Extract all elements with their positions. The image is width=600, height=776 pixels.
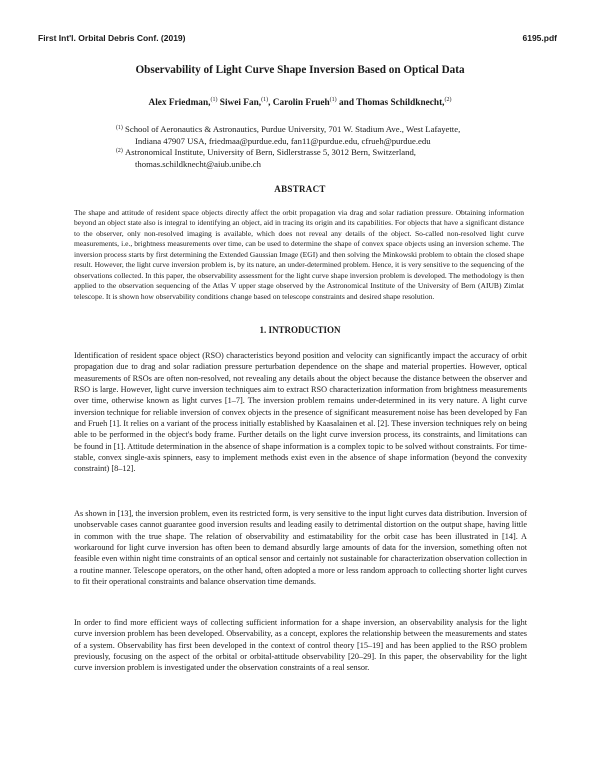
abstract-heading: ABSTRACT — [274, 184, 326, 194]
author-affiliation-mark: (1) — [329, 97, 337, 103]
body-paragraph: Identification of resident space object (RSO) characteristics beyond position and velocity can significantly impact the accuracy of orbit propagation due to drag and solar radiation pressure perturbation dependence on the shape and material properties. However, optical measurements of RSOs are often non-resolved, not revealing any details about the object because the distance between the observer and RSO is large. However, light curve inversion techniques aim to extract RSO characterization information from brightness measurements over time, otherwise known as light curves [1–7]. The inversion problem remains under-determined in its very nature. A light curve inversion technique for reliable inversion of convex objects in the presence of significant measurement noise has been developed by Fan and Frueh [1]. It relies on a variant of the process initially established by Kaasalainen et al. [2]. These inversion techniques rely on being able to be performed in the object's body frame. Further details on the light curve inversion process, its constraints, and limitations can be found in [1]. Attitude determination in the absence of shape information is a complex topic to be solved without constraints. For time-stable, convex single-axis spinners, easy to implement methods exist even in the absence of shape information (beyond the convexity constraint) [8–12]. — [74, 351, 527, 474]
author-affiliation-mark: (2) — [444, 97, 452, 103]
author-name: Siwei Fan, — [219, 98, 262, 109]
abstract-body: The shape and attitude of resident space objects directly affect the orbit propagation via drag and solar radiation pressure. Obtaining information beyond an object state also is integral to identifying an object, aid in tracing its origin and its capabilities. For objects that have a significant distance to the observer, only non-resolved imaging is available, which does not reveal any details of the object. So-called non-resolved light curve measurements, i.e., brightness measurements over time, can be used to determine the shape of convex space objects using an inversion scheme. The inversion process starts by first determining the Extended Gaussian Image (EGI) and then solving the Minkowski problem to obtain the closed shape result. However, the light curve inversion problem is, by its nature, an under-determined problem. Hence, it is very sensitive to the sequencing of the observations collected. In this paper, the observability assessment for the light curve shape inversion problem is developed. The methodology is then applied to the observation sequencing of the Atlas V upper stage observed by the Astronomical Institute of the University of Bern (AIUB) Zimlat telescope. It is shown how observability conditions change based on telescope constraints and desired shape resolution. — [74, 208, 524, 301]
author-affiliation-mark: (1) — [261, 97, 269, 103]
affiliation-line: Astronomical Institute, University of Bern, Sidlerstrasse 5, 3012 Bern, Switzerland, — [125, 147, 416, 157]
affiliation-line: Indiana 47907 USA, friedmaa@purdue.edu, fan11@purdue.edu, cfrueh@purdue.edu — [135, 135, 431, 146]
author-list — [0, 97, 600, 108]
body-paragraph: As shown in [13], the inversion problem, even its restricted form, is very sensitive to the input light curves data distribution. Inversion of unobservable cases cannot guarantee good inversion results and leading easily to detrimental distortion on the output shape, having little in common with the true shape. The relation of observability and estimatability for the orbit case has been illustrated in [14]. A workaround for light curve inversion has often been to demand absurdly large amounts of data for the inversion, something often not feasible even within night time constraints of an optical sensor and certainly not sustainable for characterization observation collection in a routine manner. Telescope operators, on the other hand, often adopted a more or less random approach to collecting shorter light curves to fit their operational constraints and balance observation time demands. — [74, 509, 527, 587]
running-header-conference: First Int'l. Orbital Debris Conf. (2019) — [38, 33, 186, 43]
affiliation-line: School of Aeronautics & Astronautics, Purdue University, 701 W. Stadium Ave., West Lafayette, — [125, 124, 461, 134]
author-affiliation-mark: (1) — [210, 97, 218, 103]
body-paragraph: In order to find more efficient ways of collecting sufficient information for a shape inversion, an observability analysis for the light curve inversion problem has been developed. Observability, as a concept, explores the relationship between the measurements and states of a system. Observability has first been developed in the context of control theory [15–19] and has been applied to the RSO problem previously, focusing on the aspect of the orbital or orbital-attitude observability [20–29]. In this paper, the observability for the light curve inversion problem is investigated under the observation constraints of a real sensor. — [74, 618, 527, 673]
author-name: and Thomas Schildknecht, — [339, 98, 445, 109]
affiliations — [116, 124, 536, 170]
running-header-paper-id: 6195.pdf — [522, 33, 557, 43]
affiliation-line: thomas.schildknecht@aiub.unibe.ch — [135, 158, 261, 169]
affiliation — [116, 147, 536, 170]
author-name: Alex Friedman, — [148, 98, 211, 109]
affiliation — [116, 124, 536, 147]
affiliation-mark: (2) — [116, 148, 123, 154]
affiliation-mark: (1) — [116, 125, 123, 131]
section-heading-introduction: 1. INTRODUCTION — [259, 325, 341, 335]
paper-title: Observability of Light Curve Shape Inversion Based on Optical Data — [135, 64, 465, 76]
author-name: , Carolin Frueh — [268, 98, 330, 109]
